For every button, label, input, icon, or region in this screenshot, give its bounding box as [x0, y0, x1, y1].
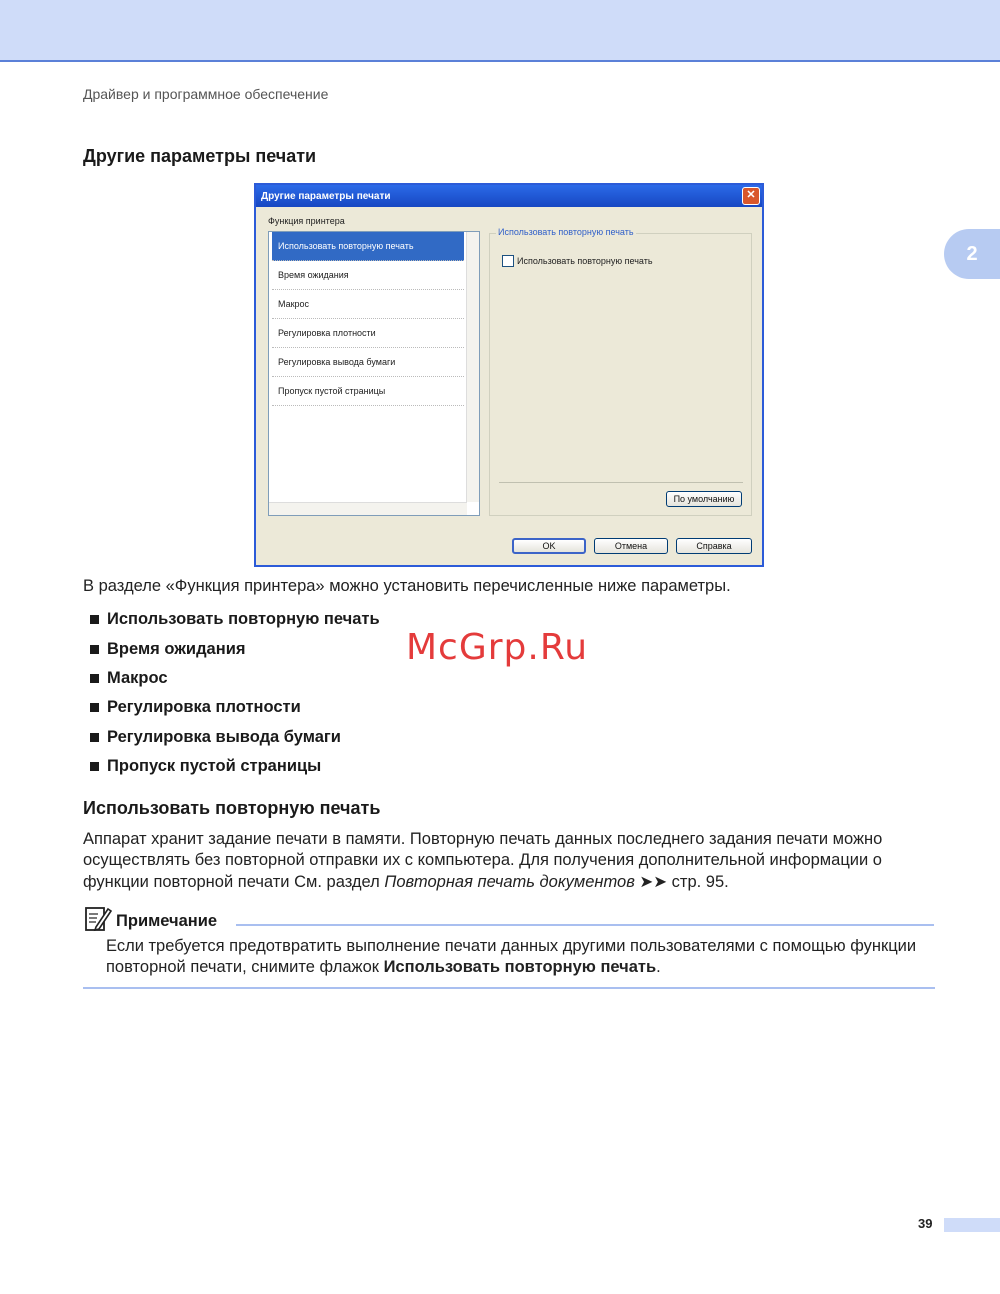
- settings-panel: [489, 233, 752, 516]
- reprint-checkbox[interactable]: [502, 255, 514, 267]
- list-item[interactable]: Пропуск пустой страницы: [272, 377, 464, 406]
- feature-list: [90, 605, 380, 781]
- horizontal-scrollbar[interactable]: [269, 502, 467, 515]
- bullet-icon: [90, 703, 99, 712]
- note-icon: [84, 905, 112, 933]
- bullet-icon: [90, 762, 99, 771]
- top-band: [0, 0, 1000, 62]
- checkbox-label: Использовать повторную печать: [517, 256, 653, 266]
- reprint-checkbox-row[interactable]: [502, 255, 653, 267]
- note-divider-top: [236, 924, 934, 926]
- body-paragraph: Аппарат хранит задание печати в памяти. Повторную печать данных последнего задания печати можно осуществлять без повторной отправки их с компьютера. Для получения дополнительной информации о функции повторной печати См. раздел Повторная печать документов ➤➤ стр. 95.: [83, 830, 883, 891]
- list-item[interactable]: Регулировка вывода бумаги: [272, 348, 464, 377]
- note-text: Если требуется предотвратить выполнение печати данных другими пользователями с помощью функции повторной печати, снимите флажок Использовать повторную печать.: [106, 937, 917, 977]
- list-item: Пропуск пустой страницы: [90, 752, 380, 781]
- list-item[interactable]: Регулировка плотности: [272, 319, 464, 348]
- dialog-titlebar: [256, 185, 762, 207]
- list-item: Макрос: [90, 664, 380, 693]
- watermark: McGrp.Ru: [406, 627, 589, 668]
- panel-legend: Использовать повторную печать: [498, 227, 634, 237]
- group-label: Функция принтера: [268, 216, 345, 226]
- running-head: Драйвер и программное обеспечение: [83, 86, 329, 102]
- subsection-title: Использовать повторную печать: [83, 798, 381, 818]
- dialog-window: [254, 183, 764, 567]
- note-divider-bottom: [83, 987, 935, 989]
- list-item: Регулировка вывода бумаги: [90, 723, 380, 752]
- intro-paragraph: В разделе «Функция принтера» можно установить перечисленные ниже параметры.: [83, 577, 731, 595]
- list-item: Использовать повторную печать: [90, 605, 380, 634]
- list-item[interactable]: Использовать повторную печать: [272, 232, 464, 261]
- bullet-icon: [90, 733, 99, 742]
- default-button[interactable]: По умолчанию: [666, 491, 742, 507]
- function-list[interactable]: [268, 231, 480, 516]
- panel-divider: [499, 482, 743, 483]
- list-item[interactable]: Время ожидания: [272, 261, 464, 290]
- cancel-button[interactable]: Отмена: [594, 538, 668, 554]
- page-number: 39: [918, 1216, 933, 1231]
- chapter-tab: 2: [944, 229, 1000, 279]
- list-item[interactable]: Макрос: [272, 290, 464, 319]
- list-item: Регулировка плотности: [90, 693, 380, 722]
- ok-button[interactable]: OK: [512, 538, 586, 554]
- page-tab: [944, 1218, 1000, 1232]
- bullet-icon: [90, 674, 99, 683]
- bullet-icon: [90, 615, 99, 624]
- list-item: Время ожидания: [90, 634, 380, 663]
- section-title: Другие параметры печати: [83, 146, 317, 166]
- help-button[interactable]: Справка: [676, 538, 752, 554]
- arrows-icon: ➤➤: [639, 872, 668, 891]
- close-icon[interactable]: ✕: [742, 187, 760, 205]
- bullet-icon: [90, 645, 99, 654]
- note-title: Примечание: [116, 912, 218, 930]
- vertical-scrollbar[interactable]: [466, 232, 479, 502]
- cross-reference-link[interactable]: Повторная печать документов: [384, 872, 635, 891]
- dialog-title: Другие параметры печати: [261, 190, 391, 202]
